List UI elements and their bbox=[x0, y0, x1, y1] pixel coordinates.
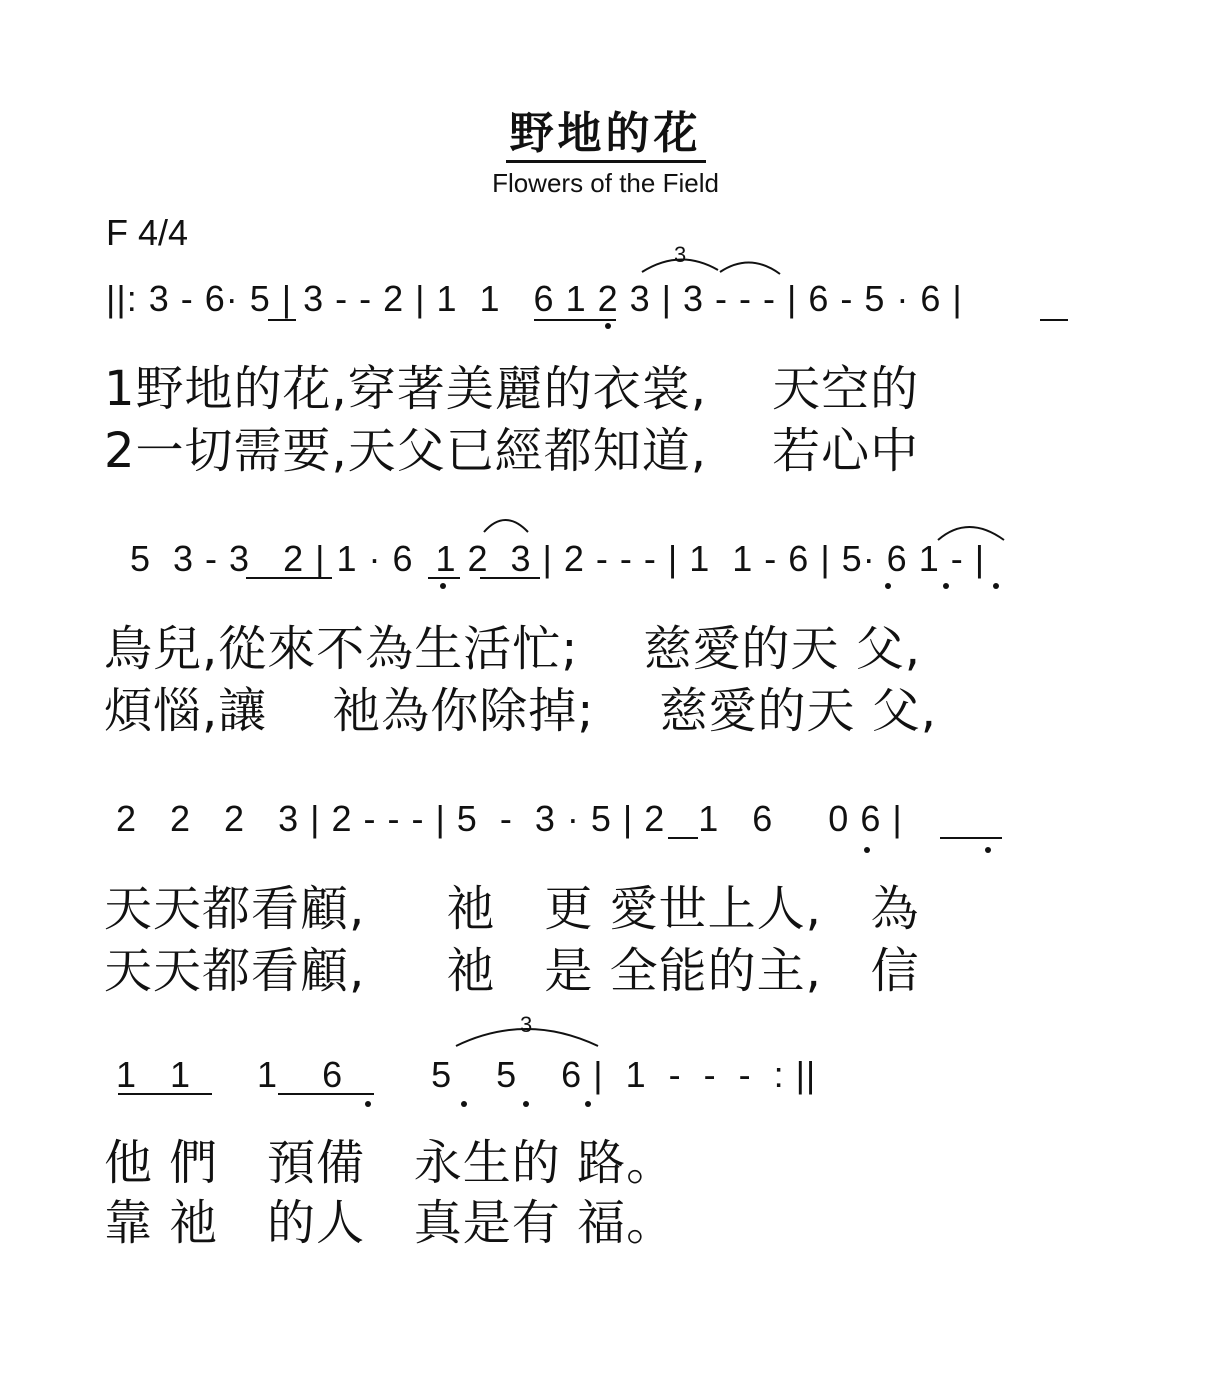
lyric-line-2-verse-1: 鳥兒,從來不為生活忙; 慈愛的天 父, bbox=[104, 621, 921, 677]
key-signature: F 4/4 bbox=[106, 212, 189, 253]
slur-2a bbox=[484, 520, 528, 532]
notation-line-4: 1 1 1 6 5 5 6 | 1 - - - : || bbox=[116, 1054, 817, 1095]
low-dot bbox=[943, 583, 949, 589]
low-dot bbox=[440, 583, 446, 589]
slur-2b bbox=[938, 527, 1004, 540]
notation-line-2: 5 3 - 3 2 | 1 · 6 1 2 3 | 2 - - - | 1 1 - 6 | 5· 6 1 - | bbox=[130, 538, 986, 579]
lyric-line-2-verse-2: 煩惱,讓 祂為你除掉; 慈愛的天 父, bbox=[104, 683, 938, 739]
triplet-number: 3 bbox=[674, 242, 687, 267]
lyric-line-3-verse-2: 天天都看顧, 祂 是 全能的主, 信 bbox=[104, 943, 920, 999]
lyric-line-3-verse-1: 天天都看顧, 祂 更 愛世上人, 為 bbox=[104, 881, 920, 937]
low-dot bbox=[885, 583, 891, 589]
song-title: 野地的花 bbox=[506, 108, 706, 163]
triplet-number: 3 bbox=[520, 1012, 533, 1037]
low-dot bbox=[365, 1101, 371, 1107]
low-dot bbox=[864, 847, 870, 853]
low-dot bbox=[985, 847, 991, 853]
song-subtitle: Flowers of the Field bbox=[492, 168, 719, 198]
low-dot bbox=[461, 1101, 467, 1107]
low-dot bbox=[585, 1101, 591, 1107]
low-dot bbox=[605, 323, 611, 329]
lyric-line-4-verse-2: 靠 祂 的人 真是有 福。 bbox=[104, 1195, 676, 1251]
tie-slur-1 bbox=[720, 262, 780, 274]
lyric-line-1-verse-1: 1野地的花,穿著美麗的衣裳, 天空的 bbox=[104, 361, 920, 417]
notation-line-3: 2 2 2 3 | 2 - - - | 5 - 3 · 5 | 2 1 6 0 6 | bbox=[116, 798, 903, 839]
low-dot bbox=[523, 1101, 529, 1107]
low-dot bbox=[993, 583, 999, 589]
lyric-line-4-verse-1: 他 們 預備 永生的 路。 bbox=[104, 1135, 676, 1191]
lyric-line-1-verse-2: 2一切需要,天父已經都知道, 若心中 bbox=[104, 423, 920, 479]
notation-line-1: ||: 3 - 6· 5 | 3 - - 2 | 1 1 6 1 2 3 | 3 - - - | 6 - 5 · 6 | bbox=[106, 278, 963, 319]
